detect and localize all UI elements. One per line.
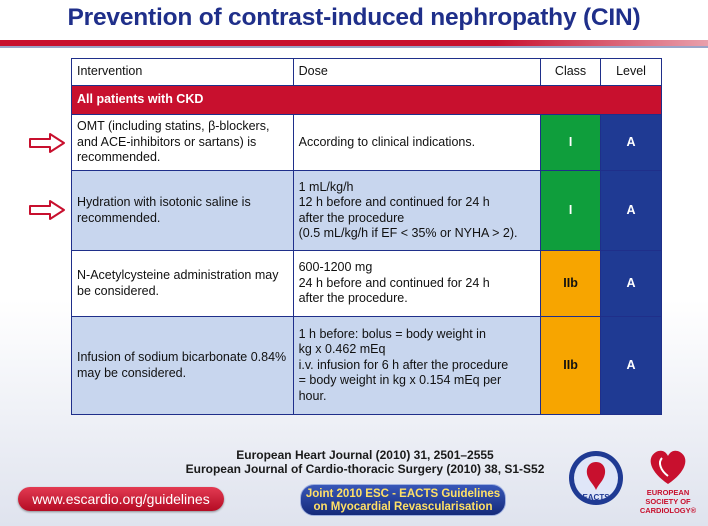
- class-badge: I: [541, 171, 601, 251]
- header-level: Level: [601, 59, 662, 86]
- eacts-logo-label: EACTS: [582, 493, 610, 502]
- arrow-right-outline-icon: [28, 199, 66, 221]
- dose-line: kg x 0.462 mEq: [298, 342, 386, 357]
- esc-label-line: EUROPEAN: [646, 488, 690, 497]
- eacts-logo-icon: [568, 450, 624, 506]
- guidelines-line-1: Joint 2010 ESC - EACTS Guidelines: [305, 488, 501, 500]
- guidelines-line-2: on Myocardial Revascularisation: [313, 501, 493, 513]
- guidelines-url-link[interactable]: www.escardio.org/guidelines: [18, 487, 224, 511]
- page-title: Prevention of contrast-induced nephropathy (CIN): [67, 4, 641, 31]
- level-badge: A: [601, 115, 662, 171]
- table-row: [72, 115, 662, 171]
- table-row: [72, 317, 662, 415]
- table-row: [72, 251, 662, 317]
- intervention-cell: Infusion of sodium bicarbonate 0.84% may be considered.: [72, 317, 294, 415]
- class-badge: IIb: [541, 251, 601, 317]
- dose-cell: According to clinical indications.: [293, 115, 540, 171]
- guidelines-title-badge[interactable]: [300, 484, 506, 516]
- section-row: [72, 86, 662, 115]
- intervention-cell: Hydration with isotonic saline is recommended.: [72, 171, 294, 251]
- dose-cell: [293, 251, 540, 317]
- table-row: [72, 171, 662, 251]
- dose-cell: [293, 317, 540, 415]
- header-class: Class: [541, 59, 601, 86]
- table-header-row: [72, 59, 662, 86]
- class-badge: IIb: [541, 317, 601, 415]
- section-label: All patients with CKD: [72, 86, 662, 115]
- level-badge: A: [601, 317, 662, 415]
- esc-logo-label: [628, 488, 708, 515]
- reference-ejcts: European Journal of Cardio-thoracic Surgery (2010) 38, S1-S52: [185, 462, 545, 476]
- dose-line: 600-1200 mg: [298, 260, 373, 275]
- arrow-right-outline-icon: [28, 132, 66, 154]
- level-badge: A: [601, 171, 662, 251]
- esc-label-line: CARDIOLOGY®: [639, 506, 697, 515]
- dose-line: = body weight in kg x 0.154 mEq per: [298, 373, 502, 388]
- intervention-cell: OMT (including statins, β-blockers, and ACE-inhibitors or sartans) is recommended.: [72, 115, 294, 171]
- dose-line: after the procedure: [298, 210, 405, 225]
- dose-line: after the procedure.: [298, 291, 408, 306]
- dose-line: i.v. infusion for 6 h after the procedure: [298, 357, 509, 372]
- recommendations-table: [71, 58, 662, 415]
- dose-line: hour.: [298, 388, 327, 403]
- esc-label-line: SOCIETY OF: [645, 497, 691, 506]
- level-badge: A: [601, 251, 662, 317]
- header-dose: Dose: [293, 59, 540, 86]
- dose-line: 24 h before and continued for 24 h: [298, 275, 490, 290]
- dose-line: 1 mL/kg/h: [298, 179, 354, 194]
- dose-line: 1 h before: bolus = body weight in: [298, 326, 486, 341]
- title-divider-shadow: [0, 46, 708, 48]
- intervention-cell: N-Acetylcysteine administration may be considered.: [72, 251, 294, 317]
- header-intervention: Intervention: [72, 59, 294, 86]
- class-badge: I: [541, 115, 601, 171]
- dose-cell: [293, 171, 540, 251]
- dose-line: 12 h before and continued for 24 h: [298, 195, 490, 209]
- reference-ehj: European Heart Journal (2010) 31, 2501–2555: [236, 448, 494, 462]
- dose-line: (0.5 mL/kg/h if EF < 35% or NYHA > 2).: [298, 226, 518, 240]
